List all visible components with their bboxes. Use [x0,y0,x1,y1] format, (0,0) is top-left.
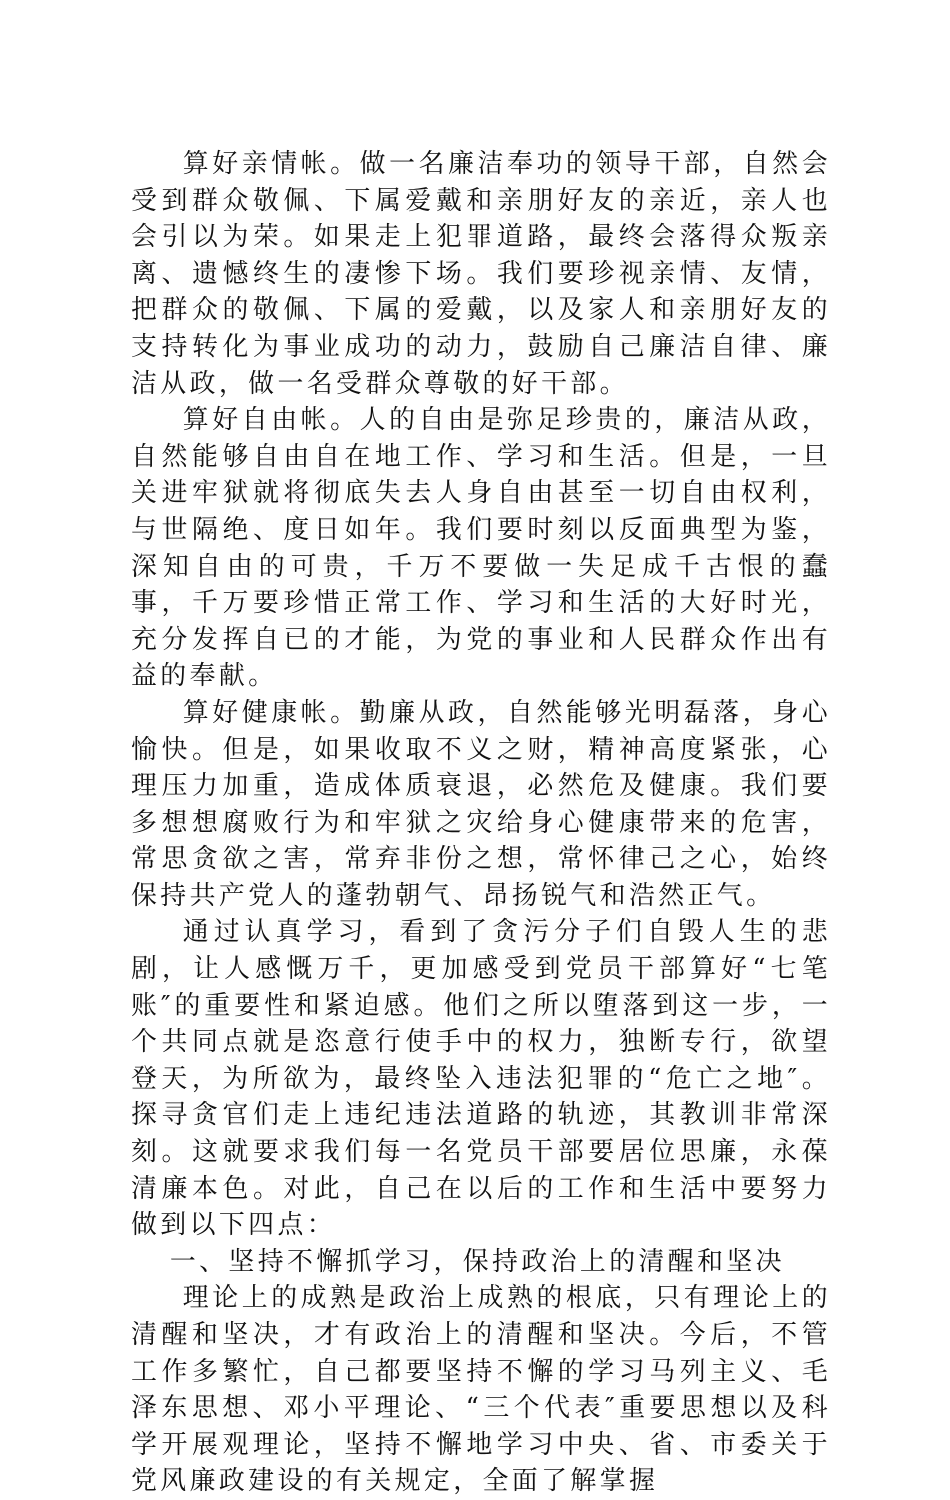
paragraph-health-account: 算好健康帐。勤廉从政，自然能够光明磊落，身心愉快。但是，如果收取不义之财，精神高度紧张，心理压力加重，造成体质衰退，必然危及健康。我们要多想想腐败行为和牢狱之灾给身心健康带来的危害，常思贪欲之害，常弃非份之想，常怀律己之心，始终保持共产党人的蓬勃朝气、昂扬锐气和浩然正气。 [131,697,831,911]
paragraph-theory-study: 理论上的成熟是政治上成熟的根底，只有理论上的清醒和坚决，才有政治上的清醒和坚决。今后，不管工作多繁忙，自己都要坚持不懈的学习马列主义、毛泽东思想、邓小平理论、“三个代表″重要思想以及科学开展观理论，坚持不懈地学习中央、省、市委关于党风廉政建设的有关规定，全面了解掌握 [131,1283,831,1497]
body-text [131,146,831,1500]
paragraph-study-reflection: 通过认真学习，看到了贪污分子们自毁人生的悲剧，让人感慨万千，更加感受到党员干部算好“七笔账″的重要性和紧迫感。他们之所以堕落到这一步，一个共同点就是恣意行使手中的权力，独断专行，欲望登天，为所欲为，最终坠入违法犯罪的“危亡之地″。探寻贪官们走上违纪违法道路的轨迹，其教训非常深刻。这就要求我们每一名党员干部要居位思廉，永葆清廉本色。对此，自己在以后的工作和生活中要努力做到以下四点： [131,917,831,1241]
paragraph-freedom-account: 算好自由帐。人的自由是弥足珍贵的，廉洁从政，自然能够自由自在地工作、学习和生活。但是，一旦关进牢狱就将彻底失去人身自由甚至一切自由权利，与世隔绝、度日如年。我们要时刻以反面典型为鉴，深知自由的可贵，千万不要做一失足成千古恨的蠢事，千万要珍惜正常工作、学习和生活的大好时光，充分发挥自已的才能，为党的事业和人民群众作出有益的奉献。 [131,405,831,692]
section-heading-1: 一、坚持不懈抓学习，保持政治上的清醒和坚决 [169,1246,785,1277]
paragraph-family-account: 算好亲情帐。做一名廉洁奉功的领导干部，自然会受到群众敬佩、下属爱戴和亲朋好友的亲近，亲人也会引以为荣。如果走上犯罪道路，最终会落得众叛亲离、遗憾终生的凄惨下场。我们要珍视亲情、友情，把群众的敬佩、下属的爱戴，以及家人和亲朋好友的支持转化为事业成功的动力，鼓励自己廉洁自律、廉洁从政，做一名受群众尊敬的好干部。 [131,149,831,399]
